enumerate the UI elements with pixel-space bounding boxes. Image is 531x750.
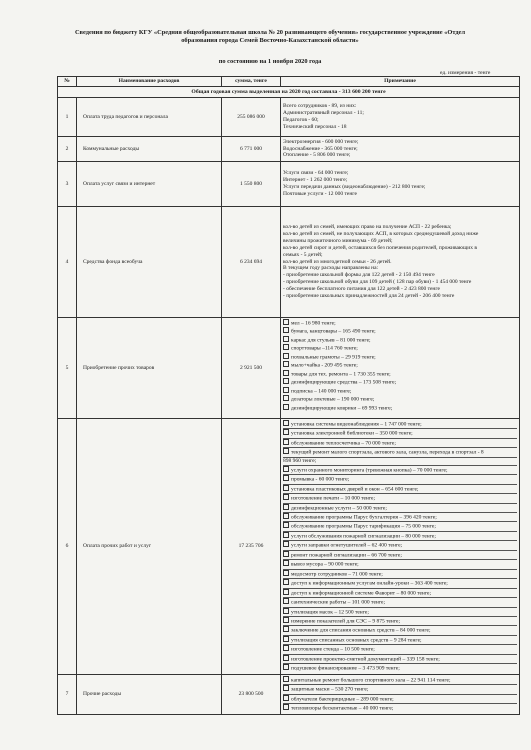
checkbox-bullet-icon [283,327,289,333]
note-line [283,466,517,475]
table-body [58,87,520,715]
note-line [283,504,517,513]
note-text: изготовление стенда – 10 500 тенге; [291,646,375,653]
checkbox-bullet-icon [283,439,289,445]
note-line [283,551,517,560]
checkbox-bullet-icon [283,485,289,491]
note-text: каркас для стульев – 81 000 тенге; [291,337,371,344]
note-line [283,344,517,352]
note-line [283,439,517,448]
note-line [283,279,517,286]
note-text: - обеспечение бесплатного питания для 122 детей - 2 423 800 тенге [283,286,440,293]
checkbox-bullet-icon [283,378,289,384]
note-line [283,327,517,335]
expense-sum: 17 235 706 [222,419,281,675]
checkbox-bullet-icon [283,475,289,481]
table-row [58,207,520,318]
checkbox-bullet-icon [283,420,289,426]
checkbox-bullet-icon [283,645,289,651]
note-line [283,259,517,266]
note-text: дезинфицирующие средства – 173 508 тенге; [291,379,397,386]
column-header-name: Наименование расходов [77,77,222,87]
note-line [283,458,517,466]
table-row [58,419,520,675]
note-text: - приобретение школьной формы для 122 детей - 2 150 494 тенге [283,272,435,279]
checkbox-bullet-icon [283,361,289,367]
note-text: Педагогов - 60; [283,117,319,123]
note-text: семьях - 5 детей; [283,251,323,258]
note-line [283,676,517,685]
note-text: Отопление - 5 806 000 тенге; [283,152,351,159]
note-line [283,541,517,550]
expense-note [281,674,520,714]
note-text: сантехнические работы – 101 000 тенге; [291,599,385,606]
checkbox-bullet-icon [283,685,289,691]
note-text: услуги заправки огнетушителей – 62 400 тенге; [291,542,403,549]
note-text: услуги охранного мониторинга (тревожная кнопка) – 70 000 тенге; [291,467,448,474]
note-line [283,272,517,279]
note-line [283,103,517,110]
note-text: товары для тех. ремонта – 1 730 355 тенге; [291,371,391,378]
note-line [283,522,517,531]
note-line [283,191,517,198]
checkbox-bullet-icon [283,448,289,454]
note-line [283,152,517,159]
note-line [283,579,517,588]
expense-name: Оплата труда педагогов и персонала [77,98,222,137]
note-line [283,589,517,598]
note-text: бумага, канцтовары – 165 490 тенге; [291,328,376,335]
note-line [283,110,517,117]
units-label: ед. измерения - тенге [440,70,491,76]
note-text: утилизация масок – 12 500 тенге; [291,609,369,616]
checkbox-bullet-icon [283,608,289,614]
note-line [283,429,517,438]
note-text: Водоснабжение - 365 000 тенге; [283,145,358,152]
note-text: вывоз мусора – 90 000 тенге; [291,561,359,568]
table-row [58,318,520,419]
note-text: Услуги передачи данных (видеонаблюдение) - 212 800 тенге; [283,184,426,190]
table-row [58,674,520,714]
checkbox-bullet-icon [283,336,289,342]
checkbox-bullet-icon [283,319,289,325]
note-line [283,626,517,635]
total-row [58,87,520,98]
checkbox-bullet-icon [283,504,289,510]
row-number: 2 [58,137,77,162]
note-line [283,475,517,484]
checkbox-bullet-icon [283,466,289,472]
note-text: обслуживание программы Парус тарификация – 75 000 тенге; [291,523,436,530]
note-line [283,117,517,124]
expense-note [281,98,520,137]
note-line [283,387,517,395]
expense-name: Оплата услуг связи и интернет [77,162,222,207]
note-line [283,655,517,664]
table-header-row [58,77,520,87]
expense-note [281,318,520,419]
checkbox-bullet-icon [283,541,289,547]
note-text: 898 960 тенге; [283,457,317,464]
note-line [283,420,517,429]
checkbox-bullet-icon [283,617,289,623]
note-text: изготовление проектно-сметной документаций – 339 158 тенге; [291,656,440,663]
note-text: Технический персонал - 18 [283,123,347,130]
checkbox-bullet-icon [283,589,289,595]
checkbox-bullet-icon [283,353,289,359]
note-line [283,608,517,617]
checkbox-bullet-icon [283,579,289,585]
note-line [283,361,517,369]
note-line [283,636,517,645]
note-line [283,224,517,231]
column-header-sum: сумма, тенге [222,77,281,87]
expense-name: Средства фонда всеобуча [77,207,222,318]
note-line [283,245,517,252]
note-line [283,265,517,272]
note-text: дезинфицирующие коврики – 69 993 тенге; [291,405,393,412]
row-number: 5 [58,318,77,419]
expense-note [281,162,520,207]
note-text: подписка – 140 000 тенге; [291,388,352,395]
note-text: защитные маски – 530 270 тенге; [291,686,369,693]
note-text: Административный персонал - 11; [283,110,364,117]
note-text: дозаторы локтевые – 190 000 тенге; [291,396,375,403]
note-text: тепловизоры бесконтактные – 40 000 тенге; [291,705,394,712]
note-text: обслуживание программы Парус бухгалтерия – 396 420 тенге; [291,514,437,521]
note-line [283,617,517,626]
note-text: услуги обслуживания пожарной сигнализации – 80 000 тенге; [291,533,436,540]
checkbox-bullet-icon [283,655,289,661]
note-line [283,704,517,712]
expense-sum: 6 771 000 [222,137,281,162]
checkbox-bullet-icon [283,626,289,632]
note-text: спорттовары –114 760 тенге; [291,345,358,352]
note-text: - приобретение школьной обуви для 109 детей ( 128 пар обуви) - 1 454 000 тенге [283,279,472,286]
table-row [58,137,520,162]
note-line [283,513,517,522]
note-line [283,570,517,579]
expense-sum: 255 086 000 [222,98,281,137]
note-text: доступ к информационным услугам онлайн-уроки – 363 400 тенге; [291,580,448,587]
note-text: В текущем году расходы направлены на: [283,265,379,272]
expense-sum: 1 550 800 [222,162,281,207]
note-text: Электроэнергия - 600 000 тенге; [283,138,359,145]
note-line [283,685,517,694]
checkbox-bullet-icon [283,429,289,435]
note-text: Интернет - 1 262 000 тенге; [283,177,348,184]
note-line [283,170,517,177]
checkbox-bullet-icon [283,494,289,500]
expense-note [281,419,520,675]
total-amount: Общая годовая сумма выделенная на 2020 год составила - 313 600 200 тенге [58,87,520,98]
note-text: Всего сотрудников - 89, из них: [283,103,357,110]
expense-sum: 6 234 694 [222,207,281,318]
checkbox-bullet-icon [283,664,289,670]
note-line [283,560,517,569]
note-line [283,494,517,503]
table-row [58,162,520,207]
note-line [283,139,517,146]
note-line [283,286,517,293]
checkbox-bullet-icon [283,551,289,557]
row-number: 6 [58,419,77,675]
note-text: облучатели бактерицидные – 289 000 тенге; [291,696,394,703]
checkbox-bullet-icon [283,570,289,576]
note-line [283,378,517,386]
document-subtitle: по состоянию на 1 ноября 2020 года [218,58,322,65]
note-text: промывка - 60 000 тенге; [291,476,350,483]
note-line [283,645,517,654]
note-line [283,448,517,457]
budget-table [57,76,520,715]
column-header-note: Примечание [281,77,520,87]
checkbox-bullet-icon [283,704,289,710]
note-text: ремонт пожарной сигнализации – 66 700 тенге; [291,552,402,559]
note-line [283,485,517,494]
checkbox-bullet-icon [283,560,289,566]
note-line [283,404,517,412]
note-text: текущий ремонт малого спортзала, актового зала, санузла, перехода в спортзал - 8 [291,449,484,456]
note-text: кол-во детей сирот и детей, оставшихся без попечения родителей, проживающих в [283,244,477,251]
expense-name: Оплата прочих работ и услуг [77,419,222,675]
note-text: медосмотр сотрудников – 71 000 тенге; [291,571,383,578]
expense-note [281,137,520,162]
checkbox-bullet-icon [283,598,289,604]
expense-name: Коммунальные расходы [77,137,222,162]
note-text: доступ к информационной системе Фаворит – 80 000 тенге; [291,590,432,597]
note-line [283,532,517,541]
note-text: заключение для списания основных средств – 84 000 тенге; [291,627,431,634]
row-number: 4 [58,207,77,318]
checkbox-bullet-icon [283,387,289,393]
note-text: измерение показателей для СЭС – 9 875 тенге; [291,618,401,625]
row-number: 3 [58,162,77,207]
note-text: кол-во детей из многодетной семьи - 26 детей. [283,258,392,265]
note-text: дезинфекционные услуги – 50 000 тенге; [291,505,387,512]
note-text: - приобретение школьных принадлежностей для 24 детей - 206 400 тенге [283,293,455,300]
checkbox-bullet-icon [283,404,289,410]
checkbox-bullet-icon [283,522,289,528]
checkbox-bullet-icon [283,344,289,350]
note-line [283,319,517,327]
note-line [283,598,517,607]
note-text: установка электронной библиотеки – 350 000 тенге; [291,430,413,437]
note-text: установка системы видеонаблюдения – 1 747 000 тенге; [291,421,422,428]
note-text: Услуги связи - 64 000 тенге; [283,170,349,177]
note-line [283,293,517,300]
note-text: капитальные ремонт большого спортивного зала – 22 941 114 тенге; [291,677,451,684]
note-line [283,370,517,378]
expense-sum: 23 800 500 [222,674,281,714]
note-line [283,146,517,153]
note-text: мыло+чайка - 209 495 тенге; [291,362,358,369]
note-line [283,353,517,361]
note-text: Почтовые услуги - 12 000 тенге [283,190,357,197]
note-text: кол-во детей из семей, не получающих АСП, в которых среднедушевой доход ниже [283,230,479,237]
note-line [283,664,517,672]
expense-sum: 2 921 500 [222,318,281,419]
expense-name: Прочие расходы [77,674,222,714]
checkbox-bullet-icon [283,370,289,376]
note-text: величины прожиточного минимума - 69 детей; [283,237,393,244]
expense-note [281,207,520,318]
expense-name: Приобретение прочих товаров [77,318,222,419]
checkbox-bullet-icon [283,532,289,538]
row-number: 1 [58,98,77,137]
note-line [283,177,517,184]
note-text: установка пластиковых дверей и окон – 654 600 тенге; [291,486,419,493]
note-line [283,124,517,131]
note-text: кол-во детей из семей, имеющих право на получение АСП - 22 ребенка; [283,223,452,230]
note-line [283,336,517,344]
note-line [283,252,517,259]
note-line [283,184,517,191]
note-line [283,395,517,403]
note-text: утилизация списанных основных средств – 9 284 тенге; [291,637,422,644]
table-row [58,98,520,137]
note-line [283,231,517,238]
note-text: похвальные грамоты – 29 919 тенге; [291,354,376,361]
note-line [283,238,517,245]
note-text: изготовление печати – 10 000 тенге; [291,495,376,502]
column-header-number: № [58,77,77,87]
note-line [283,695,517,704]
document-title: Сведения по бюджету КГУ «Средняя общеобразовательная школа № 20 развивающего обучения» государственное учреждение «Отдел образования города Семей Восточно-Казахстанской области» [74,29,466,45]
note-text: мел – 16 980 тенге; [291,320,336,327]
row-number: 7 [58,674,77,714]
checkbox-bullet-icon [283,695,289,701]
checkbox-bullet-icon [283,513,289,519]
checkbox-bullet-icon [283,636,289,642]
note-text: обслуживание теплосчетчика – 70 000 тенге; [291,440,396,447]
note-text: подушевое финансирование – 3 473 909 тенге; [291,665,400,672]
checkbox-bullet-icon [283,395,289,401]
checkbox-bullet-icon [283,676,289,682]
